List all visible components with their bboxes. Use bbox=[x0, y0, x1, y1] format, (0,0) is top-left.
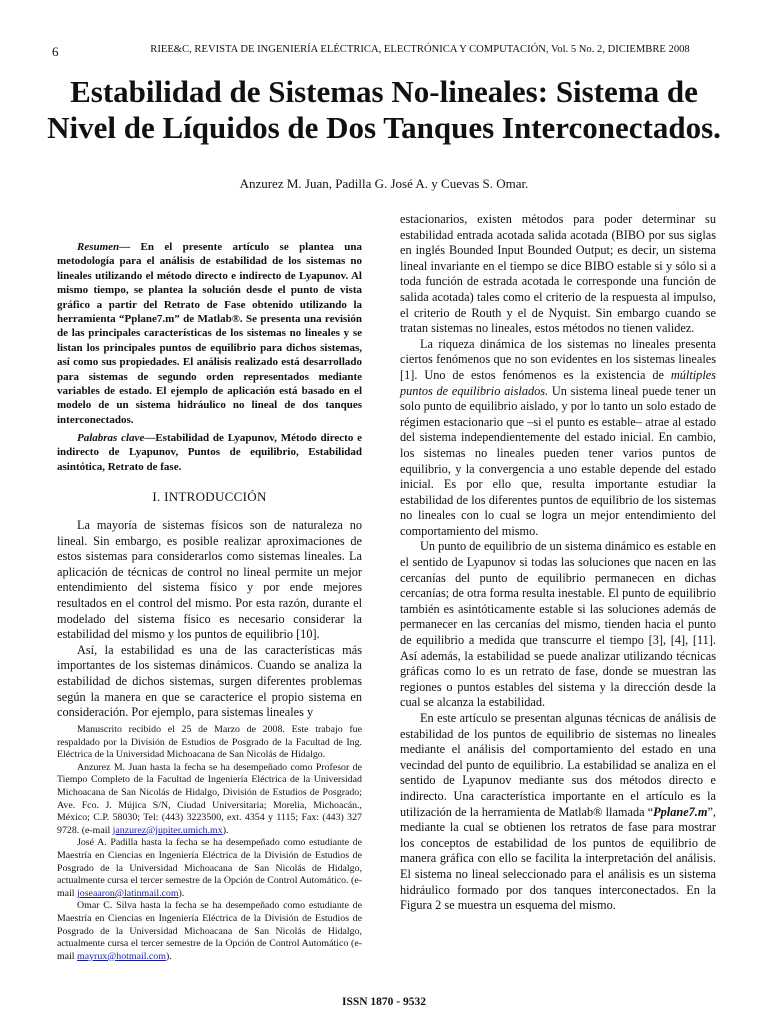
authors: Anzurez M. Juan, Padilla G. José A. y Cuevas S. Omar. bbox=[239, 176, 529, 191]
page-number: 6 bbox=[52, 44, 59, 59]
right-paragraph-1: estacionarios, existen métodos para poder determinar su estabilidad entrada acotada salida acotada (BIBO por sus siglas en inglés Bounded Input Bounded Output; es decir, un sistema lineal invariante en el tiempo se dice BIBO estable si y sólo si a toda función de estrada acotada le corresponde una función de salida acotada) tales como el criterio de la respuesta al impulso, el criterio de Routh y el de Nyquist. Sin embargo cuando se tratan sistemas no lineales, estos métodos no tienen validez. bbox=[400, 212, 716, 336]
issn-footer: ISSN 1870 - 9532 bbox=[341, 996, 427, 1008]
section-heading: I. INTRODUCCIÓN bbox=[152, 489, 267, 504]
right-paragraph-3: Un punto de equilibrio de un sistema dinámico es estable en el sentido de Lyapunov si todas las soluciones que nacen en las cercanías del punto de equilibrio permanecen en dichas cercanías; de otra forma resulta inestable. El punto de equilibrio también es asintóticamente estable si las soluciones además de permanecer en las cercanías del mismo, tienden hacia el punto de equilibrio a medida que transcurre el tiempo [3], [4], [11]. Así además, la estabilidad se puede analizar utilizando técnicas gráficas como lo es un retrato de fase, donde se muestran las regiones o puntos estables del sistema y la dirección desde la cual se alcanza la estabilidad. bbox=[400, 539, 716, 710]
email-link-3[interactable]: mayrux@hotmail.com bbox=[77, 950, 166, 962]
footnote-author-3: Omar C. Silva hasta la fecha se ha desempeñado como estudiante de Maestría en Ciencias en Ingeniería Eléctrica de la División de Estudios de Posgrado de la Universidad Michoacana de San Nicolás de Hidalgo, actualmente cursa el tercer semestre de la Opción de Control Automático (e-mail mayrux@hotmail.com). bbox=[57, 900, 362, 962]
intro-paragraph-2: Así, la estabilidad es una de las características más importantes de los sistemas dinámicos. Cuando se analiza la estabilidad de dichos sistemas, surgen diferentes problemas según la manera en que se caracterice el propio sistema en consideración. Por ejemplo, para sistemas lineales y bbox=[57, 642, 362, 720]
title-line-2: Nivel de Líquidos de Dos Tanques Interconectados. bbox=[47, 110, 721, 145]
footnote-received: Manuscrito recibido el 25 de Marzo de 2008. Este trabajo fue respaldado por la División de Estudios de Posgrado de la Facultad de Ing. Eléctrica de la Universidad Michoacana de San Nicolás de Hidalgo. bbox=[57, 724, 362, 761]
paper-title bbox=[40, 74, 728, 146]
abstract-label: Resumen bbox=[77, 241, 120, 253]
right-column bbox=[400, 212, 716, 914]
footnotes bbox=[57, 724, 362, 963]
abstract-text: — En el presente artículo se plantea una metodología para el análisis de estabilidad de los sistemas no lineales utilizando el método directo e indirecto de Lyapunov. Al mismo tiempo, se plantea la solución desde el punto de vista gráfico a partir del Retrato de Fase obtenido utilizando la herramienta “Pplane7.m” de Matlab®. Se presenta una revisión de las principales características de los sistemas no lineales y se listan los principales puntos de equilibrio para dichos sistemas, así como sus propiedades. El análisis realizado está desarrollado para sistemas de segundo orden representados mediante variables de estado. El ejemplo de aplicación está basado en el modelo de un sistema hidráulico no lineal de dos tanques interconectados. bbox=[57, 241, 362, 426]
right-paragraph-2: La riqueza dinámica de los sistemas no lineales presenta ciertos fenómenos que no son evidentes en los sistemas lineales [1]. Uno de estos fenómenos es la existencia de múltiples puntos de equilibrio aislados. Un sistema lineal puede tener un solo punto de equilibrio aislado, y por lo tanto un solo estado de régimen estacionario que –si el punto es estable– atrae al estado del sistema independientemente del estado inicial. En cambio, los sistemas no lineales pueden tener varios puntos de equilibrio, y la convergencia a uno estable depende del estado inicial. Es por ello que, resulta importante estudiar la estabilidad de los diferentes puntos de equilibrio de los sistemas no lineales con lo cual se logra un mejor entendimiento del comportamiento del mismo. bbox=[400, 336, 716, 538]
intro-paragraph-1: La mayoría de sistemas físicos son de naturaleza no lineal. Sin embargo, es posible realizar aproximaciones de estos sistemas para considerarlos como sistemas lineales. La aplicación de técnicas de control no lineal permite un mejor entendimiento del sistema físico y por ende mejores resultados en el control del mismo. Por esta razón, durante el modelado del sistema físico es necesario considerar la estabilidad del mismo y los puntos de equilibrio [10]. bbox=[57, 518, 362, 642]
footnote-author-1: Anzurez M. Juan hasta la fecha se ha desempeñado como Profesor de Tiempo Completo de la Facultad de Ingeniería Eléctrica de la Universidad Michoacana de San Nicolás de Hidalgo, División de Estudios de Posgrado; Ave. Fco. J. Mújica S/N, Ciudad Universitaria; Morelia, Michoacán., México; C.P. 58030; Tel: (443) 3223500, ext. 4354 y 1115; Fax: (443) 327 9728. (e-mail janzurez@jupiter.umich.mx). bbox=[57, 761, 362, 836]
keywords-text: —Estabilidad de Lyapunov, Método directo e indirecto de Lyapunov, Puntos de equilibrio, Estabilidad asintótica, Retrato de fase. bbox=[57, 432, 362, 473]
email-link-2[interactable]: joseaaron@latinmail.com bbox=[77, 887, 179, 899]
abstract bbox=[57, 240, 362, 427]
introduction bbox=[57, 518, 362, 721]
journal-header: RIEE&C, REVISTA DE INGENIERÍA ELÉCTRICA, ELECTRÓNICA Y COMPUTACIÓN, Vol. 5 No. 2, DICIEMBRE 2008 bbox=[150, 44, 690, 55]
title-line-1: Estabilidad de Sistemas No-lineales: Sistema de bbox=[70, 74, 698, 109]
keywords bbox=[57, 431, 362, 474]
footnote-author-2: José A. Padilla hasta la fecha se ha desempeñado como estudiante de Maestría en Ciencias en Ingeniería Eléctrica de la División de Estudios de Posgrado de la Universidad Michoacana de San Nicolás de Hidalgo, actualmente cursa el tercer semestre de la Opción de Control Automático. (e-mail joseaaron@latinmail.com). bbox=[57, 837, 362, 899]
right-paragraph-4: En este artículo se presentan algunas técnicas de análisis de estabilidad de los puntos de equilibrio de sistemas no lineales mediante el análisis del comportamiento del estado en una vecindad del punto de equilibrio. La estabilidad se analiza en el sentido de Lyapunov mediante sus dos métodos directo e indirecto. Una característica importante en el artículo es la utilización de la herramienta de Matlab® llamada “Pplane7.m”, mediante la cual se obtienen los retratos de fase para mostrar los conceptos de estabilidad de los puntos de equilibrio de manera gráfica con ello se facilita la interpretación del análisis. El sistema no lineal seleccionado para el análisis es un sistema hidráulico formado por dos tanques interconectados. En la Figura 2 se muestra un esquema del mismo. bbox=[400, 711, 716, 913]
email-link-1[interactable]: janzurez@jupiter.umich.mx bbox=[112, 824, 223, 836]
keywords-label: Palabras clave bbox=[77, 432, 145, 444]
